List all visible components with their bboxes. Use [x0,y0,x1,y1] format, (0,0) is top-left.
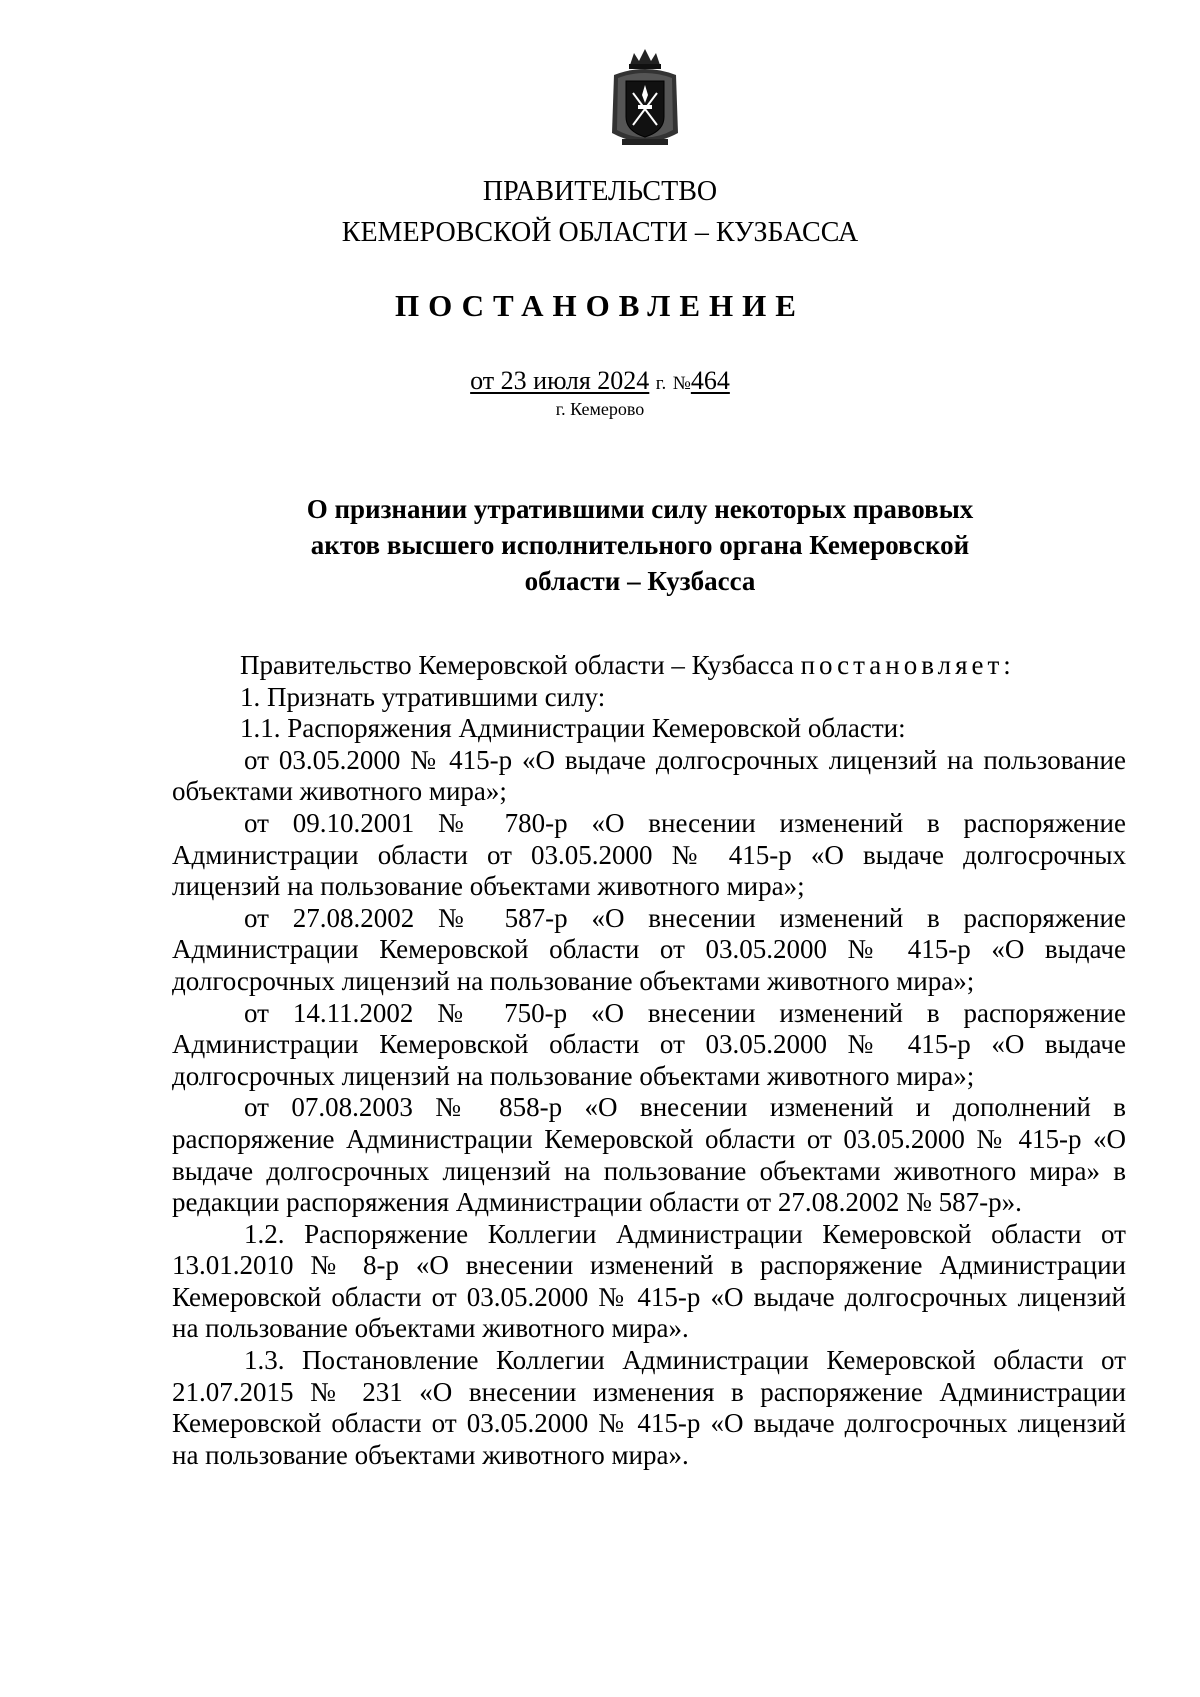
intro-prefix: Правительство Кемеровской области – Кузбасса [240,650,794,680]
document-body [172,650,1126,1471]
document-type: ПОСТАНОВЛЕНИЕ [395,288,805,323]
list-item: от 27.08.2002 № 587-р «О внесении изменений в распоряжение Администрации Кемеровской области от 03.05.2000 № 415-р «О выдаче долгосрочных лицензий на пользование объектами животного мира»; [172,902,1126,996]
intro-paragraph [172,650,1126,682]
list-item: от 03.05.2000 № 415-р «О выдаче долгосрочных лицензий на пользование объектами животного мира»; [172,744,1126,807]
list-item: от 14.11.2002 № 750-р «О внесении изменений в распоряжение Администрации Кемеровской области от 03.05.2000 № 415-р «О выдаче долгосрочных лицензий на пользование объектами животного мира»; [172,997,1126,1091]
document-subject: О признании утратившими силу некоторых правовых актов высшего исполнительного органа Кемеровской области – Кузбасса [306,494,974,596]
list-item: от 07.08.2003 № 858-р «О внесении изменений и дополнений в распоряжение Администрации Кемеровской области от 03.05.2000 № 415-р «О выдаче долгосрочных лицензий на пользование объектами животного мира» в редакции распоряжения Администрации области от 27.08.2002 № 587-р». [172,1092,1126,1218]
org-name-line1: ПРАВИТЕЛЬСТВО [482,176,718,207]
list-item: от 09.10.2001 № 780-р «О внесении изменений в распоряжение Администрации области от 03.05.2000 № 415-р «О выдаче долгосрочных лицензий на пользование объектами животного мира»; [172,807,1126,902]
intro-verb: постановляет: [800,650,1015,680]
city: г. Кемерово [555,399,645,419]
number-sign: № [672,373,691,394]
paragraph-1-3: 1.3. Постановление Коллегии Администрации Кемеровской области от 21.07.2015 № 231 «О внесении изменения в распоряжение Администрации Кемеровской области от 03.05.2000 № 415-р «О выдаче долгосрочных лицензий на пользование объектами животного мира». [172,1345,1126,1470]
paragraph-1: 1. Признать утратившими силу: [240,681,606,712]
paragraph-1-1: 1.1. Распоряжения Администрации Кемеровской области: [240,713,906,744]
paragraph-1-2: 1.2. Распоряжение Коллегии Администрации Кемеровской области от 13.01.2010 № 8-р «О внесении изменений в распоряжение Администрации Кемеровской области от 03.05.2000 № 415-р «О выдаче долгосрочных лицензий на пользование объектами животного мира». [172,1218,1126,1344]
year-suffix: г. [655,373,667,394]
org-name-line2: КЕМЕРОВСКОЙ ОБЛАСТИ – КУЗБАССА [341,217,859,248]
document-number: 464 [690,366,730,395]
document-date: от 23 июля 2024 [470,366,650,395]
coat-of-arms-icon [608,45,682,153]
date-number-line [0,366,1200,396]
